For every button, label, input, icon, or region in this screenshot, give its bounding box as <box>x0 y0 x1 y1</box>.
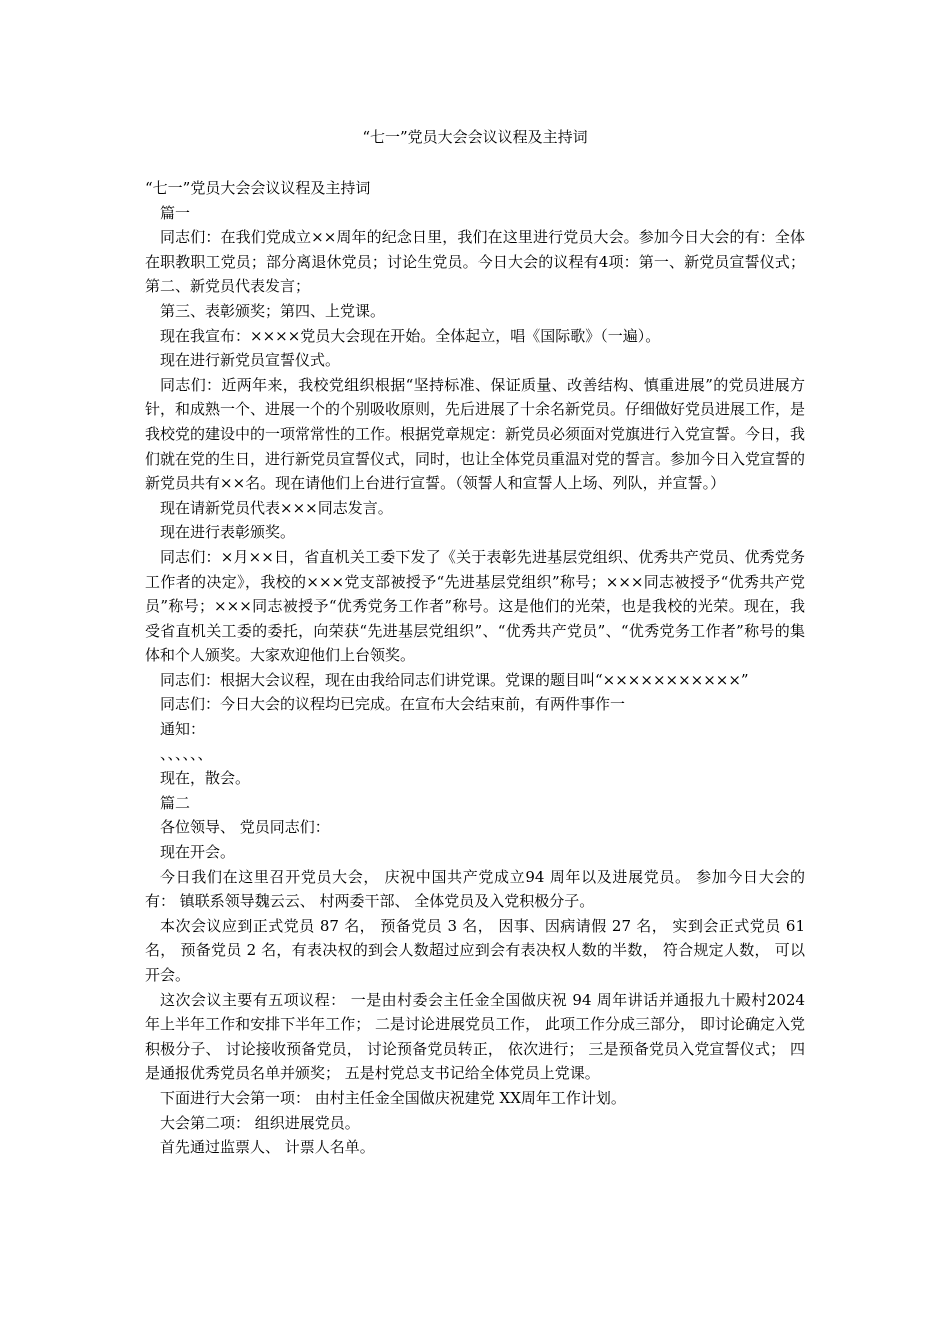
paragraph: 今日我们在这里召开党员大会， 庆祝中国共产党成立94 周年以及进展党员。 参加今日大会的有： 镇联系领导魏云云、 村两委干部、 全体党员及入党积极分子。 <box>145 867 805 911</box>
paragraph: 第三、表彰颁奖；第四、上党课。 <box>160 301 386 320</box>
paragraph: 这次会议主要有五项议程： 一是由村委会主任金全国做庆祝 94 周年讲话并通报九十殿村2024 年上半年工作和安排下半年工作； 二是讨论进展党员工作， 此项工作分成三部分， 即讨论确定入党积极分子、 讨论接收预备党员， 讨论预备党员转正， 依次进行； 三是预备党员入党宣誓仪式； 四是通报优秀党员名单并颁奖； 五是村党总支书记给全体党员上党课。 <box>145 990 805 1083</box>
paragraph: 现在我宣布：××××党员大会现在开始。全体起立，唱《国际歌》（一遍）。 <box>160 326 661 345</box>
paragraph: 同志们：近两年来，我校党组织根据“坚持标准、保证质量、改善结构、慎重进展”的党员进展方针，和成熟一个、进展一个的个别吸收原则，先后进展了十余名新党员。仔细做好党员进展工作，是我校党的建设中的一项常常性的工作。根据党章规定：新党员必须面对党旗进行入党宣誓。今日，我们就在党的生日，进行新党员宣誓仪式，同时，也让全体党员重温对党的誓言。参加今日入党宣誓的新党员共有××名。现在请他们上台进行宣誓。（领誓人和宣誓人上场、列队，并宣誓。） <box>145 375 806 493</box>
paragraph: 同志们：今日大会的议程均已完成。在宣布大会结束前，有两件事作一 <box>160 695 626 714</box>
paragraph: 现在开会。 <box>160 843 236 862</box>
paragraph: 同志们：×月××日，省直机关工委下发了《关于表彰先进基层党组织、优秀共产党员、优秀党务工作者的决定》，我校的×××党支部被授予“先进基层党组织”称号；×××同志被授予“优秀共产党员”称号；×××同志被授予“优秀党务工作者”称号。这是他们的光荣，也是我校的光荣。现在，我受省直机关工委的委托，向荣获“先进基层党组织”、“优秀共产党员”、“优秀党务工作者”称号的集体和个人颁奖。大家欢迎他们上台领奖。 <box>145 547 805 665</box>
paragraph: 大会第二项： 组织进展党员。 <box>160 1113 360 1132</box>
paragraph: 同志们：根据大会议程，现在由我给同志们讲党课。党课的题目叫“×××××××××××” <box>160 670 749 689</box>
paragraph: 首先通过监票人、 计票人名单。 <box>160 1138 375 1157</box>
document-title: “七一”党员大会会议议程及主持词 <box>362 128 588 146</box>
paragraph: 本次会议应到正式党员 87 名， 预备党员 3 名， 因事、因病请假 27 名， 实到会正式党员 61 名， 预备党员 2 名，有表决权的到会人数超过应到会有表决权人数的半数， 符合规定人数， 可以开会。 <box>145 916 805 984</box>
paragraph: 同志们：在我们党成立××周年的纪念日里，我们在这里进行党员大会。参加今日大会的有：全体在职教职工党员；部分离退休党员；讨论生党员。今日大会的议程有4项：第一、新党员宣誓仪式；第二、新党员代表发言； <box>145 228 805 296</box>
paragraph: 现在请新党员代表×××同志发言。 <box>160 498 393 517</box>
paragraph: 各位领导、 党员同志们： <box>160 818 330 837</box>
section-heading: 篇二 <box>160 793 191 812</box>
subtitle: “七一”党员大会会议议程及主持词 <box>145 179 371 197</box>
paragraph: 现在进行新党员宣誓仪式。 <box>160 351 341 370</box>
paragraph: 现在进行表彰颁奖。 <box>160 523 296 542</box>
paragraph: 现在，散会。 <box>160 769 251 788</box>
section-heading: 篇一 <box>160 203 191 222</box>
document-body <box>145 176 805 1160</box>
paragraph: 下面进行大会第一项： 由村主任金全国做庆祝建党 XX周年工作计划。 <box>160 1088 626 1107</box>
paragraph: 通知： <box>160 720 206 739</box>
paragraph: 、、、、、、 <box>160 744 213 763</box>
